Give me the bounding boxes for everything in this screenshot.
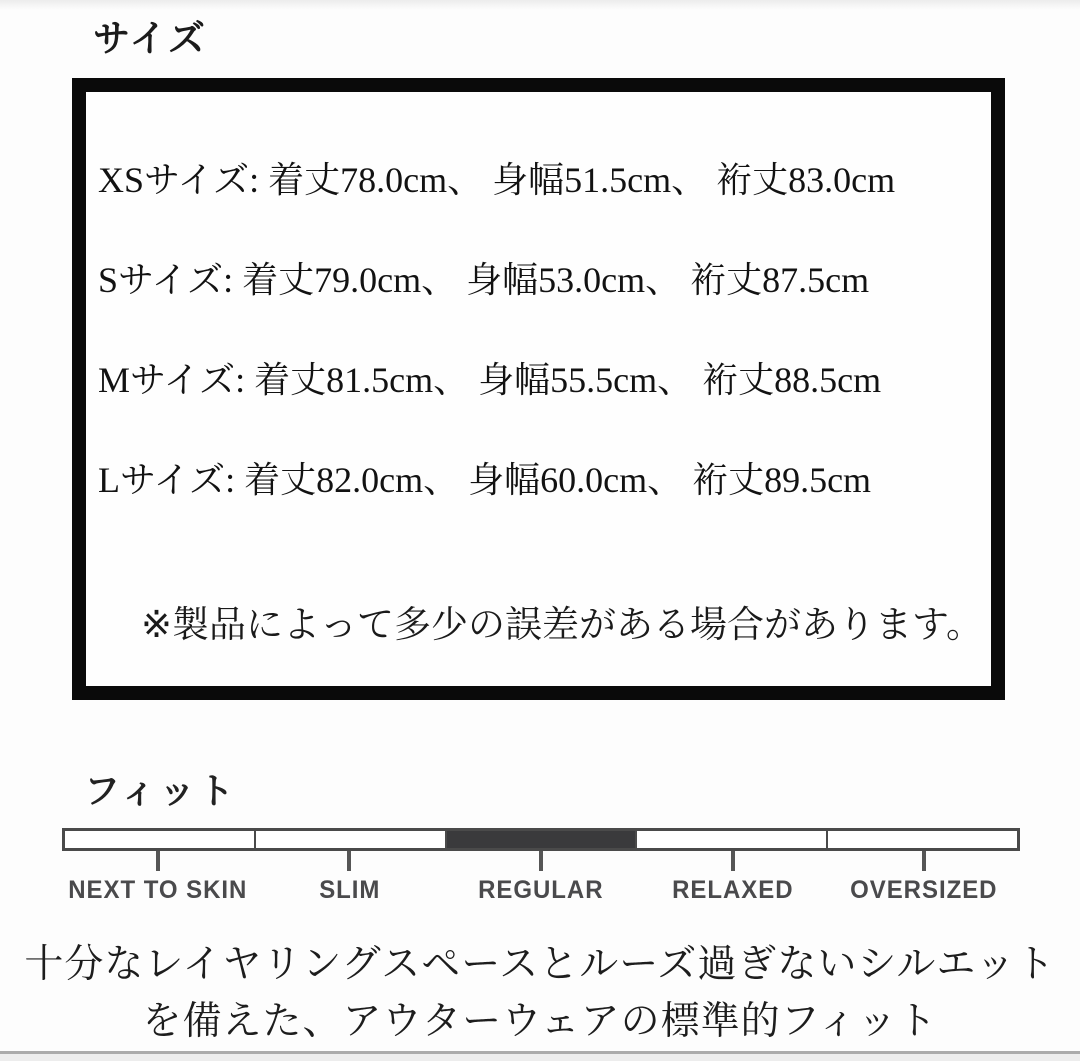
size-table-box [72,78,1005,700]
fit-segment-oversized [828,831,1017,848]
fit-label-regular: REGULAR [478,876,604,904]
size-row-m: Mサイズ: 着丈81.5cm、 身幅55.5cm、 裄丈88.5cm [98,360,882,400]
fit-segment-relaxed [637,831,828,848]
fit-scale-ticks [62,851,1020,871]
fit-section-title: フィット [84,770,238,811]
bottom-margin-strip [0,1054,1080,1061]
fit-label-slim: SLIM [318,876,380,904]
size-section-title: サイズ [93,18,208,59]
fit-segment-slim [256,831,447,848]
fit-description-line-2: を備えた、アウターウェアの標準的フィット [142,1000,938,1043]
fit-label-oversized: OVERSIZED [850,876,998,904]
fit-segment-next-to-skin [65,831,256,848]
fit-segment-regular-selected [447,831,638,848]
tick-mark [922,851,926,871]
size-row-s: Sサイズ: 着丈79.0cm、 身幅53.0cm、 裄丈87.5cm [98,260,870,300]
fit-label-relaxed: RELAXED [671,876,794,904]
tick-mark [347,851,351,871]
size-tolerance-note: ※製品によって多少の誤差がある場合があります。 [140,604,983,645]
tick-mark [539,851,543,871]
size-row-l: Lサイズ: 着丈82.0cm、 身幅60.0cm、 裄丈89.5cm [98,460,872,500]
fit-description-line-1: 十分なレイヤリングスペースとルーズ過ぎないシルエット [24,943,1056,986]
tick-mark [156,851,160,871]
size-row-xs: XSサイズ: 着丈78.0cm、 身幅51.5cm、 裄丈83.0cm [98,160,896,200]
fit-scale-bar [62,828,1020,851]
fit-description [0,936,1080,1050]
tick-mark [731,851,735,871]
fit-label-next-to-skin: NEXT TO SKIN [68,876,248,904]
fit-scale-labels [62,876,1020,905]
